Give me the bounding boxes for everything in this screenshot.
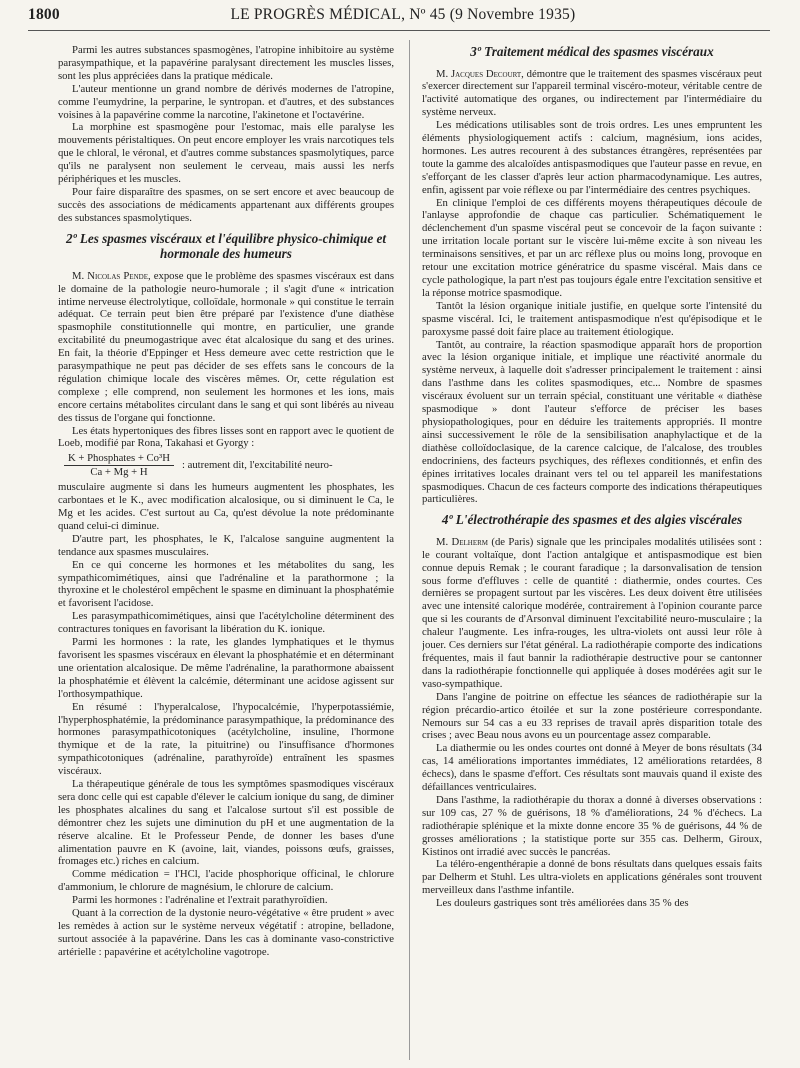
paragraph: Les médications utilisables sont de trois ordres. Les unes empruntent les éléments physiologiquement actifs : calcium, magnésium, ions acides, hormones. Les autres recourent à des substances étrangères, représentées par toute la gamme des alcaloïdes antispasmodiques que l'auteur passe en revue, en s'efforçant de les classer d'après leur action pharmacodynamique. Les autres, enfin, agissent par voie réflexe ou par l'intermédiaire des centres psychiques. xyxy=(422,119,762,196)
paragraph: La téléro-engenthérapie a donné de bons résultats dans quelques essais faits par Delherm et Stuhl. Les ultra-violets en applications générales sont trouvent merveilleux dans l'asthme infantile. xyxy=(422,858,762,897)
page-header xyxy=(28,6,770,32)
paragraph: En clinique l'emploi de ces différents moyens thérapeutiques découle de l'anlayse approfondie de chaque cas particulier. Schématiquement le déclenchement d'un spasme viscéral peut se concevoir de la façon suivante : une irritation locale portant sur le viscère lui-même excite à son niveau les terminaisons sensitives, et par un arc réflexe plus ou moins long, provoque en retour une excitation motrice génératrice du spasme viscéral. Mais dans ce cycle pathologique, la part n'est pas toujours égale entre l'excitation sensitive et la réponse motrice spasmodique. xyxy=(422,196,762,299)
paragraph: Tantôt, au contraire, la réaction spasmodique apparaît hors de proportion avec la lésion organique initiale, et implique une réactivité anormale du système nerveux, à laquelle doit s'adresser principalement le traitement : ainsi dans l'asthme dans les colites spasmodiques, etc... Nombre de spasmes viscéraux évoluent sur un terrain spécial, constituant une véritable « diathèse spasmodique » dont l'auteur s'efforce de préciser les bases physiopathologiques, pour en déduire les traitements appropriés. Il montre ainsi successivement le rôle de la sensibilisation anaphylactique et de la diathèse colloïdoclasique, de la carence calcique, de l'alcalose, des troubles endocriniens, des facteurs psychiques, des réflexes conditionnés, et enfin des épines irritatives locales drainant vers tel ou tel appareil les manifestations spasmodiques. Chacun de ces facteurs comporte des indications thérapeutiques particulières. xyxy=(422,338,762,506)
left-column xyxy=(58,44,394,1066)
paragraph: La diathermie ou les ondes courtes ont donné à Meyer de bons résultats (34 cas, 14 améliorations importantes immédiates, 12 améliorations retardées, 8 échecs), dans le spasme d'effort. Ces résultats sont mauvais quand il existe des défaillances ventriculaires. xyxy=(422,742,762,794)
paragraph: musculaire augmente si dans les humeurs augmentent les phosphates, les carbontaes et le K., avec modification alcalosique, ou si diminuent le Ca, le Mg et les acides. C'est surtout au Ca, qu'est dévolue la note prédominante quand celui-ci diminue. xyxy=(58,481,394,532)
section-heading-4: 4º L'électrothérapie des spasmes et des algies viscérales xyxy=(441,512,743,528)
paragraph: M. Delherm (de Paris) signale que les principales modalités utilisées sont : le courant voltaïque, dont l'action antalgique et antispasmodique est bien connue depuis Remak ; le courant faradique ; la darsonvalisation de tension sous forme d'effluves : celle de quantité : diathermie, ondes courtes. Ces dernières se propagent surtout par les viscères. Les deux doivent être utilisées avec une intensité calorique modérée, contrairement à l'opinion courante parce que si les courants de d'Arsonval diminuent l'excitabilité neuro-musculaire ; la chaleur l'augmente. Les infra-rouges, les ultra-violets ont aussi leur rôle à jouer. Ces derniers sur l'état général. La radiothérapie comporte des indications fréquentes, mais il faut bannir la radiothérapie destructive pour se cantonner dans la radiothérapie fonctionnelle qui appliquée à doses modérées agit sur le vaso-sympathique. xyxy=(422,535,762,690)
paragraph: Parmi les autres substances spasmogènes, l'atropine inhibitoire au système parasympathique, et la papavérine paralysant directement les muscles lisses, sont les plus appréciées dans la pratique médicale. xyxy=(58,44,394,82)
author-name: M. Delherm xyxy=(436,535,489,548)
section-heading-3: 3º Traitement médical des spasmes viscéraux xyxy=(470,44,714,59)
running-title: LE PROGRÈS MÉDICAL, Nº 45 (9 Novembre 1935) xyxy=(230,6,576,23)
author-name: M. Jacques Decourt xyxy=(436,67,522,80)
paragraph: Les douleurs gastriques sont très améliorées dans 35 % des xyxy=(436,897,689,910)
paragraph: Pour faire disparaître des spasmes, on se sert encore et avec beaucoup de succès des associations de médicaments appartenant aux différents groupes des substances spasmolytiques. xyxy=(58,185,394,224)
header-rule xyxy=(28,30,770,31)
paragraph: Quant à la correction de la dystonie neuro-végétative « être prudent » avec les remèdes à action sur le système nerveux végétatif : atropine, belladone, surtout associée à la papavérine. Dans les cas à dominante vaso-constrictive artérielle : papavérine et acétylcholine vagotrope. xyxy=(58,907,394,958)
paragraph: Parmi les hormones : l'adrénaline et l'extrait parathyroïdien. xyxy=(72,894,328,907)
formula-text: : autrement dit, l'excitabilité neuro- xyxy=(181,459,333,472)
formula-denominator: Ca + Mg + H xyxy=(90,466,148,479)
paragraph: M. Jacques Decourt, démontre que le traitement des spasmes viscéraux peut s'exercer directement sur l'appareil terminal viscéro-moteur, véritable centre de l'activité automatique des organes, ou indirectement par l'intermédiaire du système nerveux. xyxy=(422,67,762,119)
formula-numerator: K + Phosphates + Co³H xyxy=(64,452,174,466)
paragraph: Parmi les hormones : la rate, les glandes lymphatiques et le thymus favorisent les spasmes viscéraux en élevant la phosphatémie et en déterminant une orientation alcalosique. De même l'adrénaline, la parathormone abaissent la phosphatémie et élèvent la calcémie, déterminant une acidose agissent sur l'orthosympathique. xyxy=(58,636,394,700)
paragraph: Tantôt la lésion organique initiale justifie, en quelque sorte l'intensité du spasme viscéral. Ici, le traitement antispasmodique n'est qu'épisodique et le paroxysme passé doit faire place au traitement étiologique. xyxy=(422,299,762,338)
paragraph: Dans l'angine de poitrine on effectue les séances de radiothérapie sur la région précardio-artico étoilée et sur la zone postérieure correspondante. Nemours sur 54 cas a eu 33 reprises de travail après disparition totale des crises ; avec Beau nous avons eu un pourcentage assez comparable. xyxy=(422,690,762,742)
paragraph: Les parasympathicomimétiques, ainsi que l'acétylcholine déterminent des contractures toniques en favorisant la libération du K. ionique. xyxy=(58,610,394,636)
paragraph: D'autre part, les phosphates, le K, l'alcalose sanguine augmentent la tendance aux spasmes musculaires. xyxy=(58,532,394,558)
paragraph: Comme médication = l'HCl, l'acide phosphorique officinal, le chlorure d'ammonium, le chlorure de magnésium, le chlorure de calcium. xyxy=(58,868,394,894)
author-name: M. Nicolas Pende xyxy=(72,269,148,282)
paragraph: L'auteur mentionne un grand nombre de dérivés modernes de l'atropine, comme l'eumydrine, la perparine, le syntropan. et d'autres, et des substances voisines à la papavérine comme la narcotine, l'akinetone et l'octavérine. xyxy=(58,82,394,121)
paragraph: M. Nicolas Pende, expose que le problème des spasmes viscéraux est dans le domaine de la pathologie neuro-humorale ; il s'agit d'une « intrication intime nerveuse électrolytique, colloïdale, hormonale » qui constitue le terrain adéquat. Ce terrain peut bien être préparé par l'existence d'une diathèse spasmophile constitutionnelle qui montre, en particulier, une grande excitabilité du pneumogastrique avec état alcalosique du sang et des urines. En fait, la théorie d'Eppinger et Hess demeure avec cette restriction que le parasympathique ne peut pas décider de ses effets sans le concours de la régulation chimique locale des viscères mêmes. Or, cette régulation est complexe ; elle comprend, non seulement les hormones et les ions, mais encore certains métabolites circulant dans le sang et qui sont libérés au niveau des tissus de l'organe qui fonctionne. xyxy=(58,269,394,424)
column-divider xyxy=(409,40,410,1060)
paragraph: Dans l'asthme, la radiothérapie du thorax a donné à diverses observations : sur 109 cas, 27 % de guérisons, 18 % d'améliorations, 24 % d'échecs. La radiothérapie splénique et la mixte donne encore 35 % de guérisons, 44 % de grosses améliorations ; la statistique porte sur 355 cas. Delherm, Giroux, Kistinos ont irradié avec succès le pancréas. xyxy=(422,793,762,858)
right-column xyxy=(422,44,762,1066)
paragraph: La morphine est spasmogène pour l'estomac, mais elle paralyse les mouvements péristaltiques. On peut encore employer les vrais narcotiques tels que le chloral, le véronal, et d'autres comme substances spasmolytiques, parce qu'ils ne paralysent non seulement le cerveau, mais aussi les nerfs périphériques et les muscles. xyxy=(58,121,394,186)
paragraph: Les états hypertoniques des fibres lisses sont en rapport avec le quotient de Loeb, modifié par Rona, Takahasi et Gyorgy : xyxy=(58,424,394,450)
loeb-quotient-formula xyxy=(58,452,394,479)
paragraph: En ce qui concerne les hormones et les métabolites du sang, les sympathicomimétiques, ainsi que l'adrénaline et la parathormone ; la thyroxine et le cholestérol empêchent le spasme en diminuant la phosphatémie et favorisent l'acidose. xyxy=(58,558,394,610)
paragraph: En résumé : l'hyperalcalose, l'hypocalcémie, l'hyperpotassiémie, l'hyperphosphatémie, la prédominance parasympathique, la prédominance des hormones parasympathicotoniques (acétylcholine, insuline, l'hormone thymique et de la rate, la pituitrine) ou l'insuffisance d'hormones sympathicotoniques (adrénaline, parathyroïde) entraînent les spasmes viscéraux. xyxy=(58,700,394,778)
page-number: 1800 xyxy=(28,6,60,23)
section-heading-2: 2º Les spasmes viscéraux et l'équilibre physico-chimique et hormonale des humeurs xyxy=(65,230,387,262)
paragraph: La thérapeutique générale de tous les symptômes spasmodiques viscéraux sera donc celle qui est capable d'élever le calcium ionique du sang, de diminer les phosphates alcalines du sang et l'alcalose surtout s'il est possible de démontrer chez les sujets une diminution du pH et une augmentation de la réserve alcaline. Et le Professeur Pende, de donner les bases d'une alimentation pauvre en K (avoine, lait, viandes, poissons œufs, graisses, fromages etc.) riches en calcium. xyxy=(58,778,394,868)
